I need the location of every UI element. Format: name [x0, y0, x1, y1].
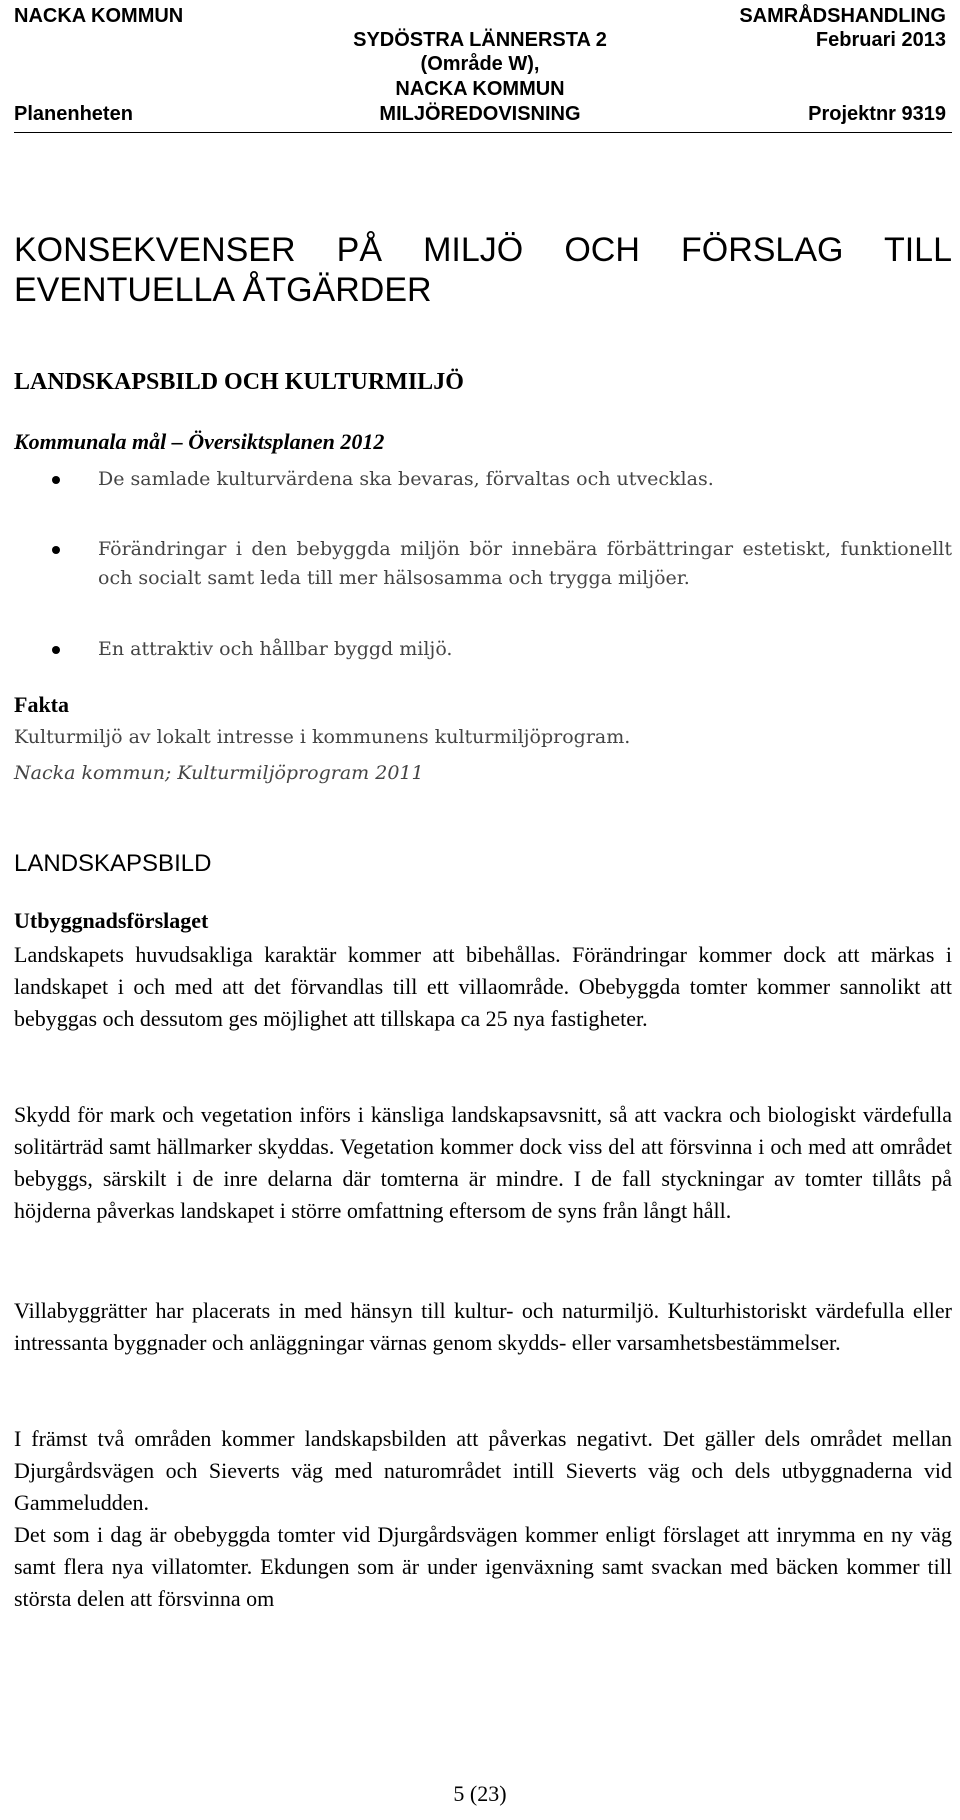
fakta-text: Kulturmiljö av lokalt intresse i kommunens kulturmiljöprogram.	[14, 726, 631, 748]
source-citation: Nacka kommun; Kulturmiljöprogram 2011	[14, 762, 424, 784]
goal-item: De samlade kulturvärdena ska bevaras, förvaltas och utvecklas.	[98, 468, 714, 490]
header-date: Februari 2013	[815, 29, 946, 51]
body-paragraph: Landskapets huvudsakliga karaktär kommer att bibehållas. Förändringar kommer dock att märkas i landskapet i och med att det förvandlas till ett villaområde. Obebyggda tomter kommer sannolikt att bebyggas och dessutom ges möjlighet att tillskapa ca 25 nya fastigheter.	[14, 942, 952, 1031]
body-paragraph: Skydd för mark och vegetation införs i känsliga landskapsavsnitt, så att vackra och biologiskt värdefulla solitärträd samt hällmarker skyddas. Vegetation kommer dock viss del att försvinna i och med att området bebyggs, särskilt i de inre delarna där tomterna är mindre. I de fall styckningar av tomter tillåts på höjderna påverkas landskapet i större omfattning eftersom de syns från långt håll.	[14, 1102, 952, 1223]
page-title-continued: EVENTUELLA ÅTGÄRDER	[14, 271, 432, 309]
header-area: (Område W),	[420, 53, 540, 75]
goal-item: Förändringar i den bebyggda miljön bör innebära förbättringar estetiskt, funktionellt och socialt samt leda till mer hälsosamma och trygga miljöer.	[98, 538, 952, 589]
header-divider	[14, 132, 952, 133]
page-title: KONSEKVENSER PÅ MILJÖ OCH FÖRSLAG TILL	[14, 231, 952, 269]
section-heading-landscape: LANDSKAPSBILD	[14, 850, 212, 877]
bullet-icon	[52, 546, 60, 554]
header-department: Planenheten	[14, 103, 133, 125]
fakta-heading: Fakta	[14, 692, 69, 717]
section-heading-landscape-culture: LANDSKAPSBILD OCH KULTURMILJÖ	[14, 369, 464, 395]
bullet-icon	[52, 476, 60, 484]
header-municipality: NACKA KOMMUN	[395, 78, 565, 100]
goal-item: En attraktiv och hållbar byggd miljö.	[98, 638, 453, 660]
page-number: 5 (23)	[453, 1781, 507, 1806]
goals-heading: Kommunala mål – Översiktsplanen 2012	[14, 429, 385, 454]
header-org: NACKA KOMMUN	[14, 5, 184, 27]
header-status: SAMRÅDSHANDLING	[739, 5, 946, 27]
header-doc-type: MILJÖREDOVISNING	[379, 103, 581, 125]
body-paragraph: I främst två områden kommer landskapsbilden att påverkas negativt. Det gäller dels området mellan Djurgårdsvägen och Sieverts väg med naturområdet intill Sieverts väg och dels utbyggnaderna vid Gammeludden.	[14, 1426, 952, 1515]
header-project-name: SYDÖSTRA LÄNNERSTA 2	[353, 29, 607, 51]
body-paragraph: Villabyggrätter har placerats in med hänsyn till kultur- och naturmiljö. Kulturhistoriskt värdefulla eller intressanta byggnader och anläggningar värnas genom skydds- eller varsamhetsbestämmelser.	[14, 1298, 952, 1355]
header-project-number: Projektnr 9319	[808, 103, 946, 125]
bullet-icon	[52, 646, 60, 654]
body-paragraph: Det som i dag är obebyggda tomter vid Djurgårdsvägen kommer enligt förslaget att inrymma en ny väg samt flera nya villatomter. Ekdungen som är under igenväxning samt svackan med bäcken kommer till största delen att försvinna om	[14, 1522, 952, 1611]
subheading-development-proposal: Utbyggnadsförslaget	[14, 908, 209, 933]
